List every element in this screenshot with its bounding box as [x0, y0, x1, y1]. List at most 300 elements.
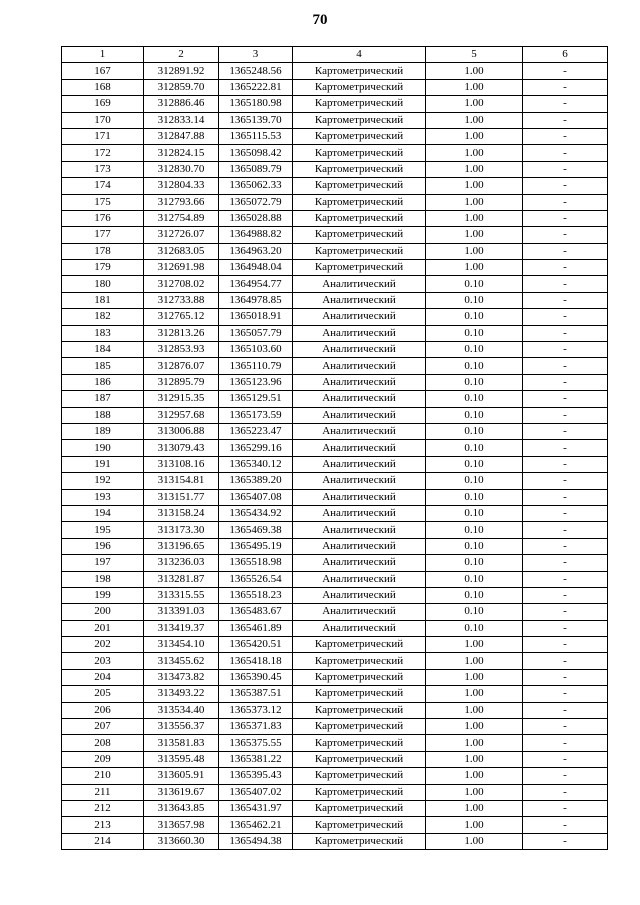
- table-row: [62, 178, 608, 194]
- note-cell: -: [523, 407, 608, 423]
- accuracy-cell: 0.10: [426, 522, 523, 538]
- note-cell: -: [523, 768, 608, 784]
- x-coordinate-cell: 312886.46: [144, 96, 219, 112]
- method-cell: Картометрический: [293, 227, 426, 243]
- accuracy-cell: 0.10: [426, 342, 523, 358]
- note-cell: -: [523, 620, 608, 636]
- x-coordinate-cell: 312765.12: [144, 309, 219, 325]
- method-cell: Аналитический: [293, 309, 426, 325]
- method-cell: Аналитический: [293, 489, 426, 505]
- point-number-cell: 212: [62, 800, 144, 816]
- x-coordinate-cell: 313660.30: [144, 833, 219, 849]
- x-coordinate-cell: 312915.35: [144, 391, 219, 407]
- note-cell: -: [523, 702, 608, 718]
- table-row: [62, 276, 608, 292]
- x-coordinate-cell: 313006.88: [144, 423, 219, 439]
- point-number-cell: 187: [62, 391, 144, 407]
- x-coordinate-cell: 313619.67: [144, 784, 219, 800]
- point-number-cell: 183: [62, 325, 144, 341]
- note-cell: -: [523, 571, 608, 587]
- x-coordinate-cell: 312804.33: [144, 178, 219, 194]
- accuracy-cell: 1.00: [426, 210, 523, 226]
- y-coordinate-cell: 1365222.81: [219, 79, 293, 95]
- point-number-cell: 201: [62, 620, 144, 636]
- point-number-cell: 207: [62, 719, 144, 735]
- method-cell: Аналитический: [293, 374, 426, 390]
- point-number-cell: 185: [62, 358, 144, 374]
- y-coordinate-cell: 1364988.82: [219, 227, 293, 243]
- note-cell: -: [523, 555, 608, 571]
- column-header: 6: [523, 47, 608, 63]
- x-coordinate-cell: 312957.68: [144, 407, 219, 423]
- x-coordinate-cell: 313158.24: [144, 505, 219, 521]
- note-cell: -: [523, 653, 608, 669]
- x-coordinate-cell: 312824.15: [144, 145, 219, 161]
- table-row: [62, 604, 608, 620]
- y-coordinate-cell: 1365057.79: [219, 325, 293, 341]
- y-coordinate-cell: 1365495.19: [219, 538, 293, 554]
- accuracy-cell: 1.00: [426, 784, 523, 800]
- x-coordinate-cell: 313581.83: [144, 735, 219, 751]
- y-coordinate-cell: 1365299.16: [219, 440, 293, 456]
- note-cell: -: [523, 374, 608, 390]
- x-coordinate-cell: 313657.98: [144, 817, 219, 833]
- y-coordinate-cell: 1365526.54: [219, 571, 293, 587]
- note-cell: -: [523, 489, 608, 505]
- method-cell: Аналитический: [293, 276, 426, 292]
- note-cell: -: [523, 538, 608, 554]
- y-coordinate-cell: 1365381.22: [219, 751, 293, 767]
- y-coordinate-cell: 1365062.33: [219, 178, 293, 194]
- point-number-cell: 177: [62, 227, 144, 243]
- point-number-cell: 173: [62, 161, 144, 177]
- table-header-row: [62, 47, 608, 63]
- y-coordinate-cell: 1364954.77: [219, 276, 293, 292]
- table-row: [62, 260, 608, 276]
- method-cell: Аналитический: [293, 440, 426, 456]
- accuracy-cell: 0.10: [426, 391, 523, 407]
- method-cell: Картометрический: [293, 260, 426, 276]
- point-number-cell: 191: [62, 456, 144, 472]
- x-coordinate-cell: 313173.30: [144, 522, 219, 538]
- x-coordinate-cell: 313473.82: [144, 669, 219, 685]
- method-cell: Картометрический: [293, 686, 426, 702]
- note-cell: -: [523, 423, 608, 439]
- x-coordinate-cell: 313151.77: [144, 489, 219, 505]
- column-header: 5: [426, 47, 523, 63]
- accuracy-cell: 1.00: [426, 669, 523, 685]
- point-number-cell: 193: [62, 489, 144, 505]
- x-coordinate-cell: 313315.55: [144, 587, 219, 603]
- y-coordinate-cell: 1365173.59: [219, 407, 293, 423]
- point-number-cell: 189: [62, 423, 144, 439]
- y-coordinate-cell: 1365072.79: [219, 194, 293, 210]
- accuracy-cell: 1.00: [426, 178, 523, 194]
- point-number-cell: 192: [62, 473, 144, 489]
- note-cell: -: [523, 440, 608, 456]
- accuracy-cell: 1.00: [426, 194, 523, 210]
- table-row: [62, 210, 608, 226]
- table-row: [62, 620, 608, 636]
- x-coordinate-cell: 312833.14: [144, 112, 219, 128]
- point-number-cell: 199: [62, 587, 144, 603]
- table-body: [62, 63, 608, 850]
- accuracy-cell: 1.00: [426, 800, 523, 816]
- method-cell: Картометрический: [293, 96, 426, 112]
- table-row: [62, 456, 608, 472]
- note-cell: -: [523, 227, 608, 243]
- point-number-cell: 167: [62, 63, 144, 79]
- x-coordinate-cell: 313534.40: [144, 702, 219, 718]
- note-cell: -: [523, 391, 608, 407]
- method-cell: Картометрический: [293, 817, 426, 833]
- note-cell: -: [523, 96, 608, 112]
- y-coordinate-cell: 1365180.98: [219, 96, 293, 112]
- table-row: [62, 833, 608, 849]
- y-coordinate-cell: 1365110.79: [219, 358, 293, 374]
- accuracy-cell: 1.00: [426, 817, 523, 833]
- method-cell: Аналитический: [293, 325, 426, 341]
- x-coordinate-cell: 312726.07: [144, 227, 219, 243]
- table-row: [62, 440, 608, 456]
- x-coordinate-cell: 313595.48: [144, 751, 219, 767]
- y-coordinate-cell: 1365340.12: [219, 456, 293, 472]
- method-cell: Картометрический: [293, 653, 426, 669]
- x-coordinate-cell: 313454.10: [144, 637, 219, 653]
- x-coordinate-cell: 313605.91: [144, 768, 219, 784]
- method-cell: Картометрический: [293, 128, 426, 144]
- point-number-cell: 181: [62, 292, 144, 308]
- table-row: [62, 342, 608, 358]
- accuracy-cell: 0.10: [426, 292, 523, 308]
- point-number-cell: 200: [62, 604, 144, 620]
- table-row: [62, 653, 608, 669]
- point-number-cell: 203: [62, 653, 144, 669]
- note-cell: -: [523, 751, 608, 767]
- point-number-cell: 198: [62, 571, 144, 587]
- note-cell: -: [523, 79, 608, 95]
- x-coordinate-cell: 312733.88: [144, 292, 219, 308]
- note-cell: -: [523, 194, 608, 210]
- y-coordinate-cell: 1365469.38: [219, 522, 293, 538]
- table-row: [62, 538, 608, 554]
- x-coordinate-cell: 312876.07: [144, 358, 219, 374]
- x-coordinate-cell: 313281.87: [144, 571, 219, 587]
- method-cell: Картометрический: [293, 161, 426, 177]
- accuracy-cell: 1.00: [426, 128, 523, 144]
- table-row: [62, 505, 608, 521]
- x-coordinate-cell: 312891.92: [144, 63, 219, 79]
- accuracy-cell: 0.10: [426, 423, 523, 439]
- note-cell: -: [523, 309, 608, 325]
- y-coordinate-cell: 1365018.91: [219, 309, 293, 325]
- method-cell: Картометрический: [293, 210, 426, 226]
- note-cell: -: [523, 128, 608, 144]
- method-cell: Картометрический: [293, 145, 426, 161]
- table-row: [62, 686, 608, 702]
- y-coordinate-cell: 1365089.79: [219, 161, 293, 177]
- y-coordinate-cell: 1365223.47: [219, 423, 293, 439]
- column-header: 2: [144, 47, 219, 63]
- y-coordinate-cell: 1365483.67: [219, 604, 293, 620]
- x-coordinate-cell: 313455.62: [144, 653, 219, 669]
- note-cell: -: [523, 63, 608, 79]
- accuracy-cell: 0.10: [426, 358, 523, 374]
- point-number-cell: 202: [62, 637, 144, 653]
- accuracy-cell: 0.10: [426, 555, 523, 571]
- point-number-cell: 168: [62, 79, 144, 95]
- x-coordinate-cell: 312683.05: [144, 243, 219, 259]
- method-cell: Аналитический: [293, 407, 426, 423]
- y-coordinate-cell: 1365407.08: [219, 489, 293, 505]
- method-cell: Картометрический: [293, 669, 426, 685]
- table-row: [62, 325, 608, 341]
- note-cell: -: [523, 243, 608, 259]
- table-row: [62, 637, 608, 653]
- page-number: 70: [312, 12, 328, 28]
- y-coordinate-cell: 1365420.51: [219, 637, 293, 653]
- note-cell: -: [523, 325, 608, 341]
- accuracy-cell: 1.00: [426, 96, 523, 112]
- x-coordinate-cell: 313196.65: [144, 538, 219, 554]
- point-number-cell: 208: [62, 735, 144, 751]
- accuracy-cell: 1.00: [426, 653, 523, 669]
- point-number-cell: 178: [62, 243, 144, 259]
- y-coordinate-cell: 1365123.96: [219, 374, 293, 390]
- method-cell: Аналитический: [293, 292, 426, 308]
- table-row: [62, 194, 608, 210]
- y-coordinate-cell: 1365461.89: [219, 620, 293, 636]
- point-number-cell: 209: [62, 751, 144, 767]
- table-row: [62, 489, 608, 505]
- y-coordinate-cell: 1365494.38: [219, 833, 293, 849]
- note-cell: -: [523, 276, 608, 292]
- table-row: [62, 63, 608, 79]
- y-coordinate-cell: 1364978.85: [219, 292, 293, 308]
- note-cell: -: [523, 456, 608, 472]
- x-coordinate-cell: 313079.43: [144, 440, 219, 456]
- table-row: [62, 571, 608, 587]
- accuracy-cell: 0.10: [426, 440, 523, 456]
- y-coordinate-cell: 1365375.55: [219, 735, 293, 751]
- point-number-cell: 179: [62, 260, 144, 276]
- coordinates-table: [61, 46, 608, 850]
- accuracy-cell: 0.10: [426, 587, 523, 603]
- note-cell: -: [523, 522, 608, 538]
- y-coordinate-cell: 1365028.88: [219, 210, 293, 226]
- accuracy-cell: 0.10: [426, 505, 523, 521]
- table-row: [62, 309, 608, 325]
- method-cell: Картометрический: [293, 768, 426, 784]
- method-cell: Аналитический: [293, 391, 426, 407]
- method-cell: Аналитический: [293, 522, 426, 538]
- accuracy-cell: 0.10: [426, 489, 523, 505]
- table-row: [62, 817, 608, 833]
- accuracy-cell: 1.00: [426, 243, 523, 259]
- method-cell: Картометрический: [293, 63, 426, 79]
- accuracy-cell: 1.00: [426, 719, 523, 735]
- accuracy-cell: 1.00: [426, 79, 523, 95]
- accuracy-cell: 0.10: [426, 473, 523, 489]
- table-row: [62, 800, 608, 816]
- x-coordinate-cell: 312691.98: [144, 260, 219, 276]
- point-number-cell: 184: [62, 342, 144, 358]
- note-cell: -: [523, 817, 608, 833]
- accuracy-cell: 1.00: [426, 260, 523, 276]
- x-coordinate-cell: 312754.89: [144, 210, 219, 226]
- table-row: [62, 358, 608, 374]
- x-coordinate-cell: 312859.70: [144, 79, 219, 95]
- table-row: [62, 161, 608, 177]
- x-coordinate-cell: 312708.02: [144, 276, 219, 292]
- note-cell: -: [523, 686, 608, 702]
- accuracy-cell: 1.00: [426, 637, 523, 653]
- table-row: [62, 522, 608, 538]
- table-row: [62, 473, 608, 489]
- point-number-cell: 170: [62, 112, 144, 128]
- y-coordinate-cell: 1365434.92: [219, 505, 293, 521]
- y-coordinate-cell: 1365431.97: [219, 800, 293, 816]
- point-number-cell: 213: [62, 817, 144, 833]
- accuracy-cell: 1.00: [426, 751, 523, 767]
- y-coordinate-cell: 1365103.60: [219, 342, 293, 358]
- note-cell: -: [523, 505, 608, 521]
- table-row: [62, 669, 608, 685]
- table-row: [62, 784, 608, 800]
- note-cell: -: [523, 358, 608, 374]
- x-coordinate-cell: 312853.93: [144, 342, 219, 358]
- note-cell: -: [523, 833, 608, 849]
- accuracy-cell: 0.10: [426, 407, 523, 423]
- note-cell: -: [523, 112, 608, 128]
- note-cell: -: [523, 587, 608, 603]
- accuracy-cell: 1.00: [426, 112, 523, 128]
- accuracy-cell: 1.00: [426, 145, 523, 161]
- point-number-cell: 197: [62, 555, 144, 571]
- table-row: [62, 768, 608, 784]
- y-coordinate-cell: 1365098.42: [219, 145, 293, 161]
- method-cell: Аналитический: [293, 473, 426, 489]
- table-row: [62, 112, 608, 128]
- method-cell: Аналитический: [293, 587, 426, 603]
- method-cell: Картометрический: [293, 784, 426, 800]
- column-header: 4: [293, 47, 426, 63]
- y-coordinate-cell: 1365387.51: [219, 686, 293, 702]
- point-number-cell: 172: [62, 145, 144, 161]
- method-cell: Картометрический: [293, 751, 426, 767]
- x-coordinate-cell: 313556.37: [144, 719, 219, 735]
- note-cell: -: [523, 342, 608, 358]
- accuracy-cell: 0.10: [426, 309, 523, 325]
- point-number-cell: 214: [62, 833, 144, 849]
- accuracy-cell: 1.00: [426, 63, 523, 79]
- table-row: [62, 96, 608, 112]
- method-cell: Картометрический: [293, 833, 426, 849]
- y-coordinate-cell: 1365115.53: [219, 128, 293, 144]
- point-number-cell: 182: [62, 309, 144, 325]
- method-cell: Аналитический: [293, 423, 426, 439]
- point-number-cell: 186: [62, 374, 144, 390]
- point-number-cell: 174: [62, 178, 144, 194]
- accuracy-cell: 0.10: [426, 276, 523, 292]
- accuracy-cell: 1.00: [426, 735, 523, 751]
- table-row: [62, 407, 608, 423]
- method-cell: Картометрический: [293, 243, 426, 259]
- y-coordinate-cell: 1365371.83: [219, 719, 293, 735]
- note-cell: -: [523, 735, 608, 751]
- method-cell: Картометрический: [293, 79, 426, 95]
- point-number-cell: 188: [62, 407, 144, 423]
- note-cell: -: [523, 292, 608, 308]
- y-coordinate-cell: 1365462.21: [219, 817, 293, 833]
- accuracy-cell: 0.10: [426, 325, 523, 341]
- y-coordinate-cell: 1365248.56: [219, 63, 293, 79]
- table-row: [62, 292, 608, 308]
- method-cell: Картометрический: [293, 800, 426, 816]
- y-coordinate-cell: 1365139.70: [219, 112, 293, 128]
- accuracy-cell: 0.10: [426, 604, 523, 620]
- point-number-cell: 171: [62, 128, 144, 144]
- note-cell: -: [523, 800, 608, 816]
- x-coordinate-cell: 312830.70: [144, 161, 219, 177]
- method-cell: Аналитический: [293, 538, 426, 554]
- accuracy-cell: 1.00: [426, 768, 523, 784]
- y-coordinate-cell: 1364948.04: [219, 260, 293, 276]
- method-cell: Аналитический: [293, 620, 426, 636]
- point-number-cell: 180: [62, 276, 144, 292]
- method-cell: Картометрический: [293, 178, 426, 194]
- x-coordinate-cell: 312847.88: [144, 128, 219, 144]
- method-cell: Картометрический: [293, 194, 426, 210]
- accuracy-cell: 1.00: [426, 686, 523, 702]
- point-number-cell: 175: [62, 194, 144, 210]
- note-cell: -: [523, 210, 608, 226]
- accuracy-cell: 1.00: [426, 702, 523, 718]
- accuracy-cell: 0.10: [426, 538, 523, 554]
- x-coordinate-cell: 313493.22: [144, 686, 219, 702]
- note-cell: -: [523, 145, 608, 161]
- method-cell: Аналитический: [293, 456, 426, 472]
- y-coordinate-cell: 1365407.02: [219, 784, 293, 800]
- x-coordinate-cell: 313236.03: [144, 555, 219, 571]
- method-cell: Аналитический: [293, 358, 426, 374]
- method-cell: Картометрический: [293, 112, 426, 128]
- table-row: [62, 145, 608, 161]
- point-number-cell: 205: [62, 686, 144, 702]
- table-row: [62, 227, 608, 243]
- table-row: [62, 719, 608, 735]
- accuracy-cell: 1.00: [426, 833, 523, 849]
- note-cell: -: [523, 161, 608, 177]
- method-cell: Аналитический: [293, 604, 426, 620]
- y-coordinate-cell: 1365373.12: [219, 702, 293, 718]
- y-coordinate-cell: 1365418.18: [219, 653, 293, 669]
- point-number-cell: 211: [62, 784, 144, 800]
- method-cell: Аналитический: [293, 505, 426, 521]
- note-cell: -: [523, 784, 608, 800]
- accuracy-cell: 0.10: [426, 374, 523, 390]
- note-cell: -: [523, 637, 608, 653]
- accuracy-cell: 0.10: [426, 456, 523, 472]
- point-number-cell: 176: [62, 210, 144, 226]
- point-number-cell: 195: [62, 522, 144, 538]
- table-row: [62, 79, 608, 95]
- table-row: [62, 423, 608, 439]
- method-cell: Картометрический: [293, 719, 426, 735]
- point-number-cell: 190: [62, 440, 144, 456]
- y-coordinate-cell: 1365129.51: [219, 391, 293, 407]
- table-row: [62, 374, 608, 390]
